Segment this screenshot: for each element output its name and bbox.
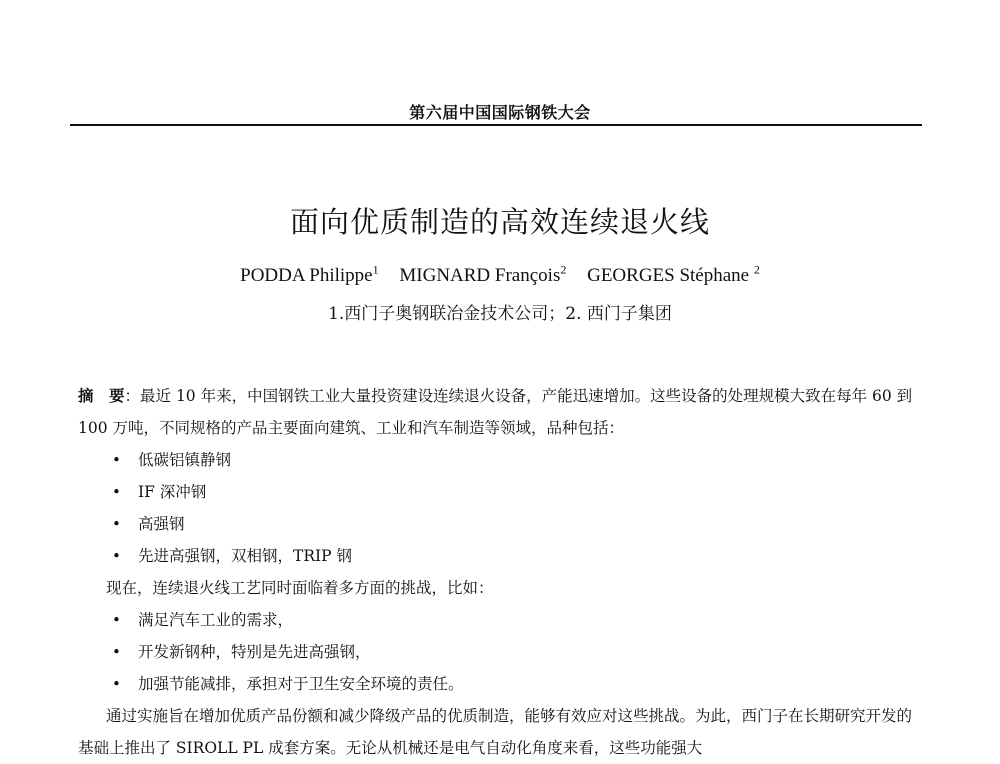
bullet-icon: • (112, 483, 121, 501)
challenge-intro: 现在，连续退火线工艺同时面临着多方面的挑战，比如： (106, 579, 494, 597)
author-affiliation-mark: 1 (372, 263, 379, 277)
author-3 (587, 265, 760, 286)
author-name: PODDA Philippe (240, 265, 373, 287)
list-item (78, 476, 922, 508)
list-item (78, 444, 922, 476)
product-list (78, 444, 922, 572)
author-affiliation-mark: 2 (753, 263, 760, 277)
conference-header: 第六届中国国际钢铁大会 (409, 103, 591, 122)
author-affiliation-mark: 2 (560, 263, 567, 277)
list-item (78, 636, 922, 668)
list-item-text: 加强节能减排，承担对于卫生安全环境的责任。 (138, 675, 464, 693)
bullet-icon: • (112, 643, 121, 661)
paper-title: 面向优质制造的高效连续退火线 (289, 205, 710, 239)
author-1 (240, 265, 379, 286)
list-item-text: 满足汽车工业的需求， (138, 611, 294, 629)
challenge-list (78, 604, 922, 700)
list-item (78, 668, 922, 700)
bullet-icon: • (112, 515, 121, 533)
abstract-intro (78, 380, 922, 444)
list-item (78, 508, 922, 540)
author-2 (399, 265, 566, 286)
bullet-icon: • (112, 675, 121, 693)
list-item-text: 开发新钢种，特别是先进高强钢， (138, 643, 371, 661)
abstract (78, 380, 922, 764)
bullet-icon: • (112, 611, 121, 629)
author-name: GEORGES Stéphane (587, 265, 750, 287)
closing-paragraph: 通过实施旨在增加优质产品份额和减少降级产品的优质制造，能够有效应对这些挑战。为此，西门子在长期研究开发的基础上推出了 SIROLL PL 成套方案。无论从机械还是电气自动化角度来看，这些功能强大 (78, 707, 913, 757)
list-item-text: 低碳铝镇静钢 (138, 451, 232, 469)
list-item-text: 先进高强钢，双相钢，TRIP 钢 (138, 547, 352, 565)
list-item (78, 540, 922, 572)
list-item-text: 高强钢 (138, 515, 185, 533)
abstract-label: 摘 要 (78, 386, 125, 405)
bullet-icon: • (112, 451, 121, 469)
bullet-icon: • (112, 547, 121, 565)
affiliations: 1.西门子奥钢联冶金技术公司；2. 西门子集团 (328, 304, 672, 324)
author-name: MIGNARD François (399, 265, 561, 287)
author-list (0, 263, 1000, 287)
abstract-intro-text: ：最近 10 年来，中国钢铁工业大量投资建设连续退火设备，产能迅速增加。这些设备的处理规模大致在每年 60 到 100 万吨，不同规格的产品主要面向建筑、工业和汽车制造等领域，品种包括： (78, 387, 913, 437)
list-item (78, 604, 922, 636)
header-divider (70, 124, 922, 126)
list-item-text: IF 深冲钢 (138, 483, 207, 501)
